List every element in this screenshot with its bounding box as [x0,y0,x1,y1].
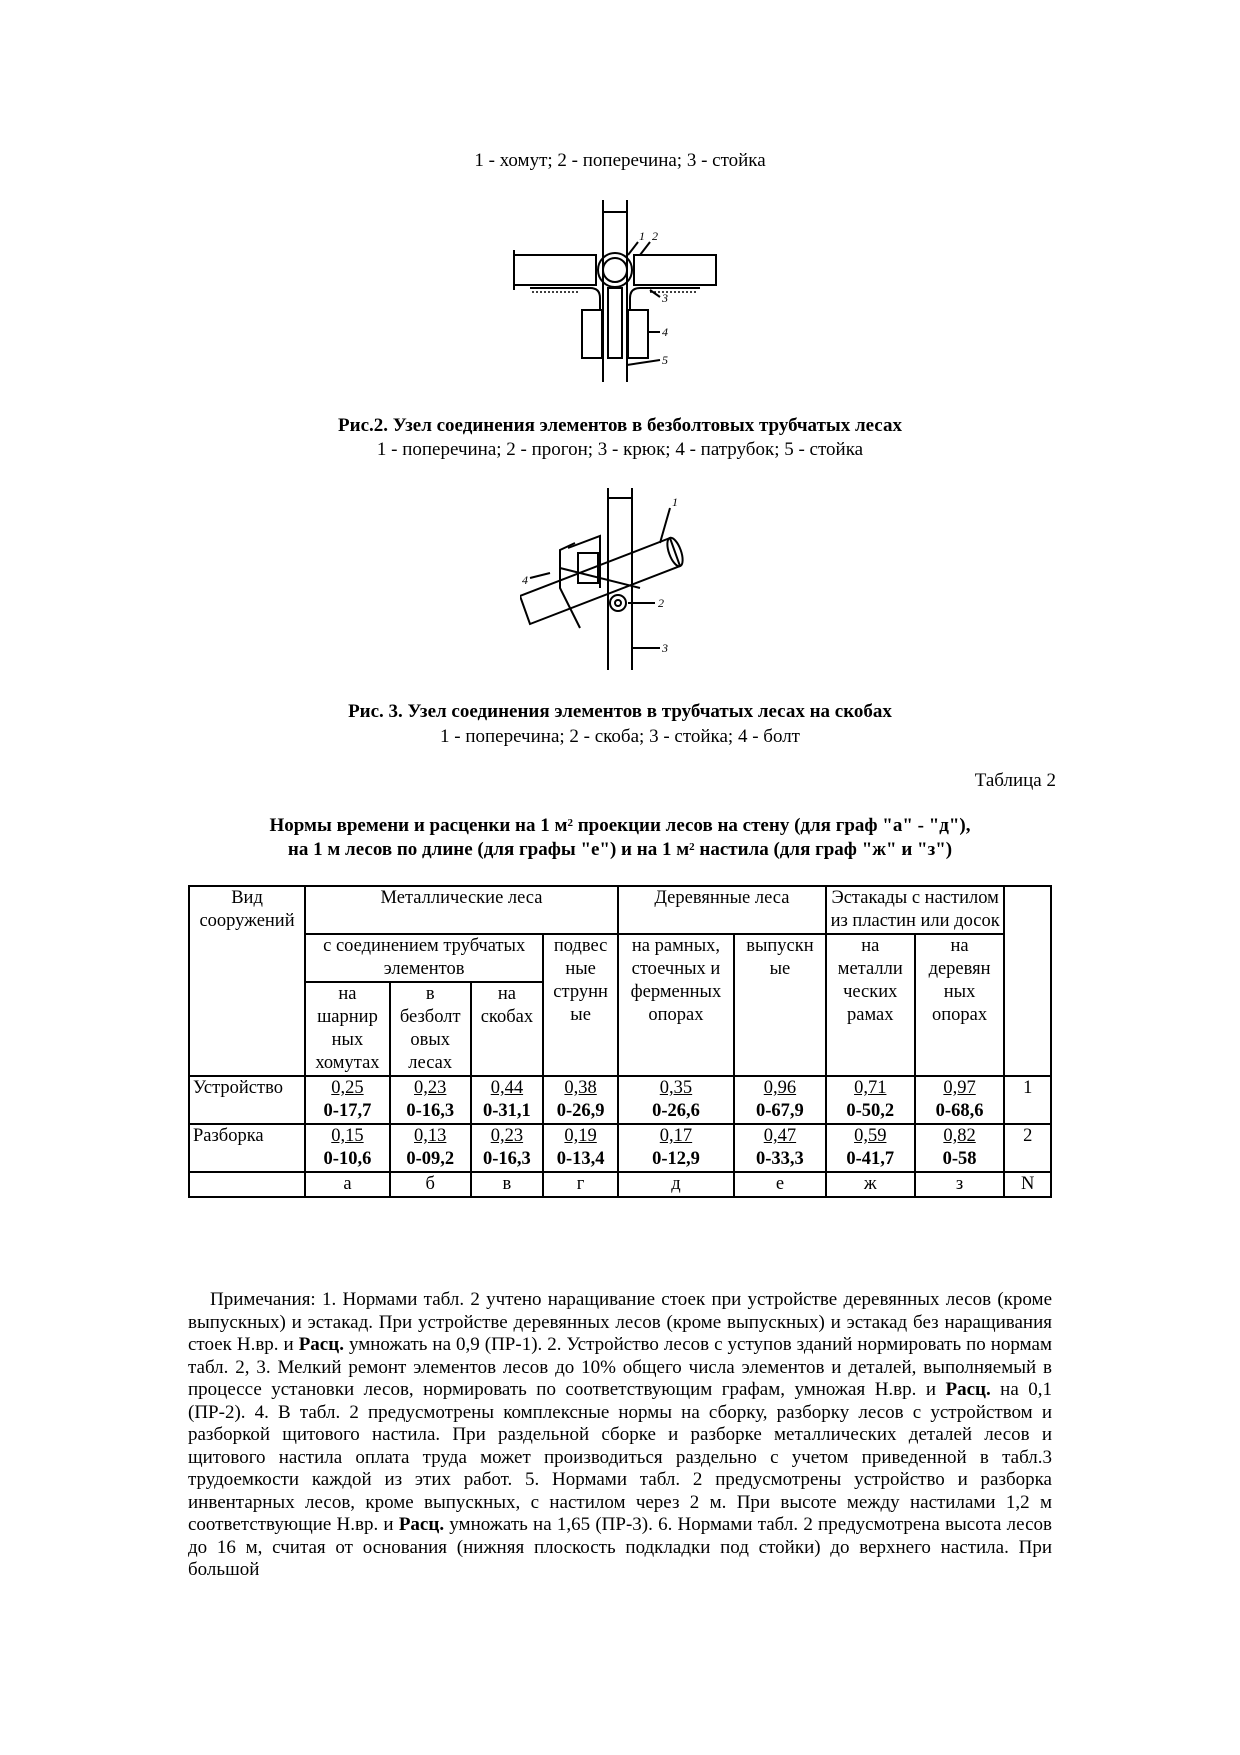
header-metall-ram: на металли ческих рамах [826,934,915,1076]
table-cell: 0,38 0-26,9 [543,1076,618,1124]
column-letter: е [734,1172,826,1197]
header-sharnir: на шарнир ных хомутах [305,982,390,1076]
header-vid: Вид сооружений [189,886,305,1076]
table-cell: 0,17 0-12,9 [618,1124,734,1172]
fig2-label-2: 2 [652,229,658,243]
fig3-label-4: 4 [522,573,528,587]
header-bezbolt: в безболт овых лесах [390,982,471,1076]
header-metal: Металлические леса [305,886,618,934]
table-row [189,1076,1051,1124]
fig2-title: Рис.2. Узел соединения элементов в безболтовых трубчатых лесах [338,415,902,436]
column-letter: г [543,1172,618,1197]
table-cell: 0,19 0-13,4 [543,1124,618,1172]
table-cell: 0,96 0-67,9 [734,1076,826,1124]
table-cell: 0,23 0-16,3 [471,1124,544,1172]
fig2-subtitle: 1 - поперечина; 2 - прогон; 3 - крюк; 4 - патрубок; 5 - стойка [376,439,864,460]
table-cell: 0,71 0-50,2 [826,1076,915,1124]
table-row [189,1124,1051,1172]
column-letter: б [390,1172,471,1197]
table-cell: 0,35 0-26,6 [618,1076,734,1124]
fig3-title: Рис. 3. Узел соединения элементов в трубчатых лесах на скобах [348,701,892,722]
header-skobah: на скобах [471,982,544,1076]
norms-table [188,885,1052,1198]
n-label: N [1004,1172,1051,1197]
table-label: Таблица 2 [974,770,1056,791]
row-number: 1 [1004,1076,1051,1124]
column-letter: ж [826,1172,915,1197]
fig2-label-3: 3 [662,291,668,305]
table-title: Нормы времени и расценки на 1 $м^2$ проекции лесов на стену (для граф "а" - "д"), на 1 м лесов по длине (для графы "е") и на 1 $м^2$ настила (для граф "ж" и "з") [269,815,971,860]
header-vypuskn: выпускн ые [734,934,826,1076]
table-cell: 0,13 0-09,2 [390,1124,471,1172]
column-letter: а [305,1172,390,1197]
row-name: Устройство [189,1076,305,1124]
fig3-label-1: 1 [672,495,678,509]
fig2-label-4: 4 [662,325,668,339]
row-name: Разборка [189,1124,305,1172]
fig3-drawing [520,488,720,670]
fig3-label-3: 3 [662,641,668,655]
fig3-label-2: 2 [658,596,664,610]
fig3-subtitle: 1 - поперечина; 2 - скоба; 3 - стойка; 4 - болт [440,726,800,747]
header-derev-op: на деревян ных опорах [915,934,1005,1076]
table-cell: 0,82 0-58 [915,1124,1005,1172]
table-cell: 0,25 0-17,7 [305,1076,390,1124]
header-podves: подвес ные струнн ые [543,934,618,1076]
table-cell: 0,59 0-41,7 [826,1124,915,1172]
column-letters-row [189,1172,1051,1197]
header-ramnyh: на рамных, стоечных и ферменных опорах [618,934,734,1076]
figure1-caption: 1 - хомут; 2 - поперечина; 3 - стойка [474,150,766,171]
table-cell: 0,15 0-10,6 [305,1124,390,1172]
table-cell: 0,23 0-16,3 [390,1076,471,1124]
fig2-label-5: 5 [662,353,668,367]
header-estakady: Эстакады с настилом из пластин или досок [826,886,1005,934]
table-cell: 0,47 0-33,3 [734,1124,826,1172]
column-letter: з [915,1172,1005,1197]
header-wood: Деревянные леса [618,886,826,934]
table-cell: 0,97 0-68,6 [915,1076,1005,1124]
row-number: 2 [1004,1124,1051,1172]
column-letter: в [471,1172,544,1197]
table-cell: 0,44 0-31,1 [471,1076,544,1124]
fig2-drawing [510,200,720,382]
table-notes: Примечания: 1. Нормами табл. 2 учтено наращивание стоек при устройстве деревянных лесов (кроме выпускных) и эстакад. При устройстве деревянных лесов (кроме выпускных) и эстакад без наращивания стоек Н.вр. и Расц. умножать на 0,9 (ПР-1). 2. Устройство лесов с уступов зданий нормировать по нормам табл. 2, 3. Мелкий ремонт элементов лесов до 10% общего числа элементов и деталей, выполняемый в процессе установки лесов, нормировать по соответствующим графам, умножая Н.вр. и Расц. на 0,1 (ПР-2). 4. В табл. 2 предусмотрены комплексные нормы на сборку, разборку лесов с устройством и разборкой щитового настила. При раздельной сборке и разборке металлических деталей лесов и щитового настила оплата труда может производиться раздельно с учетом приведенной в табл.3 трудоемкости каждой из этих работ. 5. Нормами табл. 2 предусмотрены устройство и разборка инвентарных лесов, кроме выпускных, с настилом через 2 м. При высоте между настилами 1,2 м соответствующие Н.вр. и Расц. умножать на 1,65 (ПР-3). 6. Нормами табл. 2 предусмотрена высота лесов до 16 м, считая от основания (нижняя плоскость подкладки под стойки) до верхнего настила. При большой [188,1289,1052,1580]
column-letter: д [618,1172,734,1197]
fig2-label-1: 1 [639,229,645,243]
header-soed: с соединением трубчатых элементов [305,934,543,982]
